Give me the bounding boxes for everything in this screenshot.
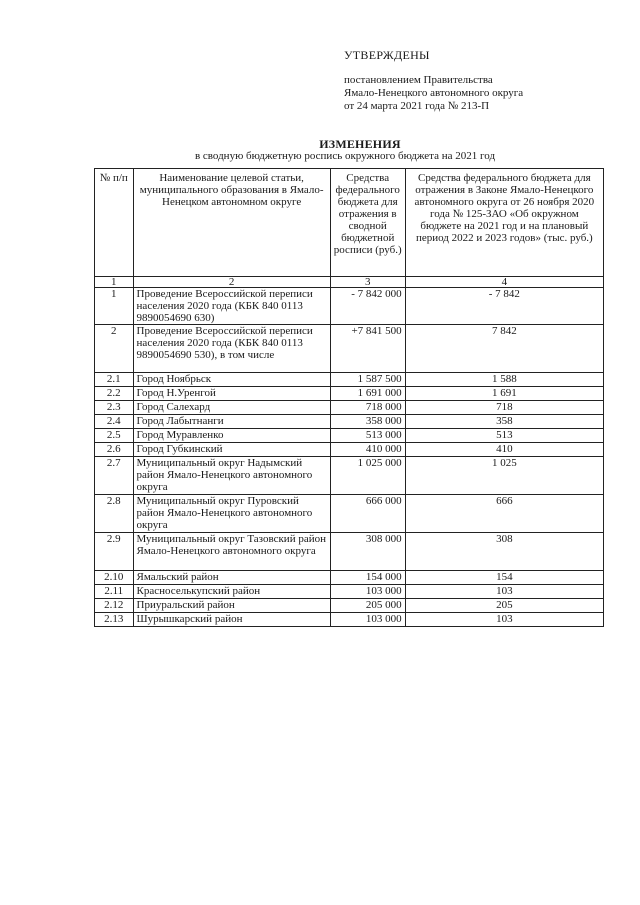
row-amount-thous: 7 842 xyxy=(405,325,603,373)
table-row xyxy=(95,415,604,429)
row-amount-thous: 1 691 xyxy=(405,387,603,401)
row-amount-rub: 1 587 500 xyxy=(330,373,405,387)
table-row xyxy=(95,613,604,627)
table-body xyxy=(95,288,604,627)
row-name: Ямальский район xyxy=(133,571,330,585)
row-number: 2.4 xyxy=(95,415,134,429)
row-number: 2.9 xyxy=(95,533,134,571)
column-number: 1 xyxy=(95,277,134,288)
row-amount-rub: - 7 842 000 xyxy=(330,288,405,325)
column-number: 3 xyxy=(330,277,405,288)
table-row xyxy=(95,457,604,495)
row-amount-rub: 666 000 xyxy=(330,495,405,533)
row-amount-thous: 154 xyxy=(405,571,603,585)
table-row xyxy=(95,443,604,457)
decree-line: от 24 марта 2021 года № 213-П xyxy=(344,100,490,112)
header-rub: Средства федерального бюджета для отражения в сводной бюджетной росписи (руб.) xyxy=(330,169,405,277)
row-number: 2.1 xyxy=(95,373,134,387)
row-number: 2.8 xyxy=(95,495,134,533)
row-number: 1 xyxy=(95,288,134,325)
header-thous: Средства федерального бюджета для отражения в Законе Ямало-Ненецкого автономного округа от 26 ноября 2020 года № 125-ЗАО «Об окружном бюджете на 2021 год и на плановый период 2022 и 2023 годов» (тыс. руб.) xyxy=(405,169,603,277)
row-name: Город Салехард xyxy=(133,401,330,415)
table-row xyxy=(95,571,604,585)
row-amount-rub: 308 000 xyxy=(330,533,405,571)
row-number: 2.7 xyxy=(95,457,134,495)
row-amount-rub: 718 000 xyxy=(330,401,405,415)
row-number: 2.3 xyxy=(95,401,134,415)
table-row xyxy=(95,288,604,325)
table-row xyxy=(95,401,604,415)
row-amount-thous: 1 588 xyxy=(405,373,603,387)
table-row xyxy=(95,495,604,533)
row-amount-thous: 103 xyxy=(405,585,603,599)
row-name: Красноселькупский район xyxy=(133,585,330,599)
row-amount-thous: 205 xyxy=(405,599,603,613)
table-row xyxy=(95,373,604,387)
row-number: 2 xyxy=(95,325,134,373)
row-name: Приуральский район xyxy=(133,599,330,613)
document-title: ИЗМЕНЕНИЯ xyxy=(319,137,401,151)
row-name: Город Муравленко xyxy=(133,429,330,443)
row-amount-thous: 410 xyxy=(405,443,603,457)
row-amount-rub: 154 000 xyxy=(330,571,405,585)
row-amount-thous: 718 xyxy=(405,401,603,415)
row-name: Проведение Всероссийской переписи населения 2020 года (КБК 840 0113 9890054690 630) xyxy=(133,288,330,325)
row-amount-thous: - 7 842 xyxy=(405,288,603,325)
document-subtitle: в сводную бюджетную роспись окружного бюджета на 2021 год xyxy=(194,150,496,162)
row-amount-rub: +7 841 500 xyxy=(330,325,405,373)
header-name: Наименование целевой статьи, муниципального образования в Ямало-Ненецком автономном округе xyxy=(133,169,330,277)
row-amount-thous: 666 xyxy=(405,495,603,533)
row-amount-rub: 1 691 000 xyxy=(330,387,405,401)
row-name: Город Н.Уренгой xyxy=(133,387,330,401)
row-name: Муниципальный округ Пуровский район Ямало-Ненецкого автономного округа xyxy=(133,495,330,533)
changes-table xyxy=(94,168,604,627)
column-numbers-row xyxy=(95,277,604,288)
row-number: 2.11 xyxy=(95,585,134,599)
row-amount-rub: 358 000 xyxy=(330,415,405,429)
column-number: 4 xyxy=(405,277,603,288)
row-number: 2.10 xyxy=(95,571,134,585)
decree-line: постановлением Правительства xyxy=(344,74,493,86)
row-name: Город Губкинский xyxy=(133,443,330,457)
row-amount-rub: 513 000 xyxy=(330,429,405,443)
row-amount-rub: 1 025 000 xyxy=(330,457,405,495)
row-number: 2.6 xyxy=(95,443,134,457)
table-header-row xyxy=(95,169,604,277)
row-name: Город Ноябрьск xyxy=(133,373,330,387)
row-amount-thous: 103 xyxy=(405,613,603,627)
table-row xyxy=(95,585,604,599)
row-name: Шурышкарский район xyxy=(133,613,330,627)
table-row xyxy=(95,325,604,373)
table-row xyxy=(95,533,604,571)
row-amount-rub: 103 000 xyxy=(330,613,405,627)
row-number: 2.5 xyxy=(95,429,134,443)
row-amount-thous: 308 xyxy=(405,533,603,571)
table-row xyxy=(95,387,604,401)
row-amount-rub: 103 000 xyxy=(330,585,405,599)
column-number: 2 xyxy=(133,277,330,288)
row-amount-thous: 358 xyxy=(405,415,603,429)
decree-line: Ямало-Ненецкого автономного округа xyxy=(344,87,524,99)
row-number: 2.13 xyxy=(95,613,134,627)
row-amount-rub: 410 000 xyxy=(330,443,405,457)
row-amount-rub: 205 000 xyxy=(330,599,405,613)
approval-stamp: УТВЕРЖДЕНЫ xyxy=(344,48,430,62)
row-amount-thous: 1 025 xyxy=(405,457,603,495)
row-number: 2.12 xyxy=(95,599,134,613)
row-name: Проведение Всероссийской переписи населения 2020 года (КБК 840 0113 9890054690 530), в том числе xyxy=(133,325,330,373)
row-name: Муниципальный округ Надымский район Ямало-Ненецкого автономного округа xyxy=(133,457,330,495)
decree-reference xyxy=(344,74,523,113)
row-name: Муниципальный округ Тазовский район Ямало-Ненецкого автономного округа xyxy=(133,533,330,571)
row-number: 2.2 xyxy=(95,387,134,401)
header-num: № п/п xyxy=(95,169,134,277)
row-name: Город Лабытнанги xyxy=(133,415,330,429)
row-amount-thous: 513 xyxy=(405,429,603,443)
table-row xyxy=(95,429,604,443)
table-row xyxy=(95,599,604,613)
